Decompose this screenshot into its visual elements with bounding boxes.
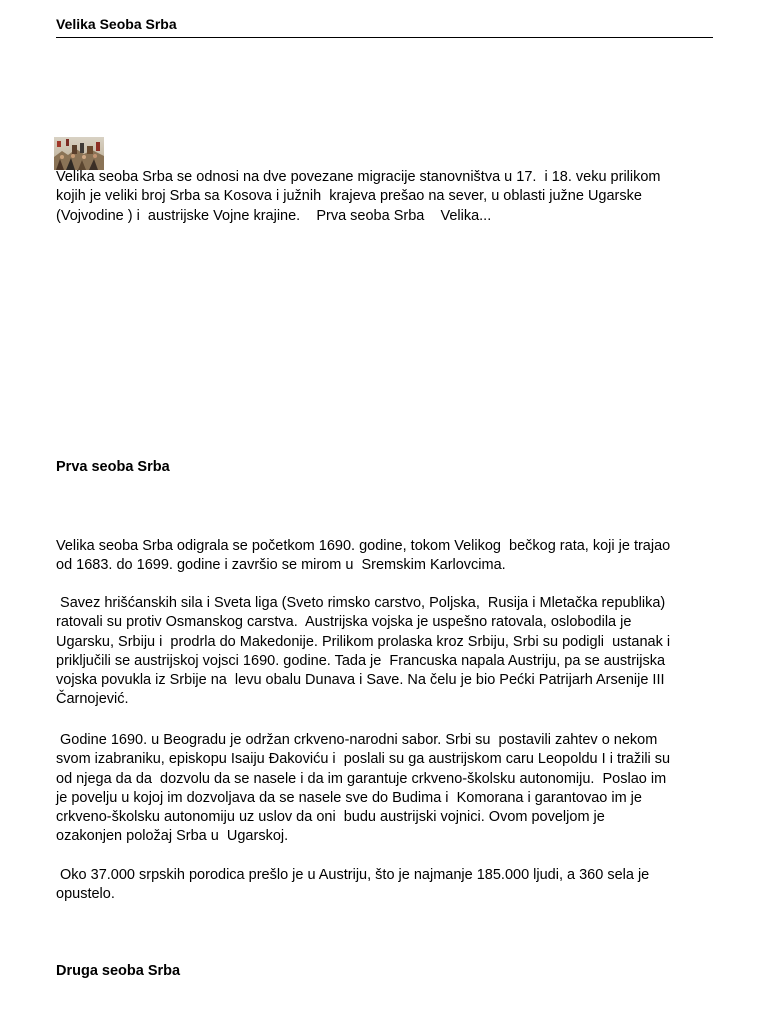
intro-line: kojih je veliki broj Srba sa Kosova i južnih krajeva prešao na sever, u oblasti južne Ugarske	[56, 188, 642, 205]
document-header-title: Velika Seoba Srba	[56, 16, 177, 32]
paragraph-line: Velika seoba Srba odigrala se početkom 1690. godine, tokom Velikog bečkog rata, koji je trajao	[56, 538, 671, 554]
paragraph-line: vojska povukla iz Srbije na levu obalu Dunava i Save. Na čelu je bio Pećki Patrijarh Arsenije III	[56, 672, 665, 689]
paragraph-4	[56, 866, 726, 905]
header-divider	[56, 37, 713, 38]
paragraph-line: Savez hrišćanskih sila i Sveta liga (Sveto rimsko carstvo, Poljska, Rusija i Mletačka republika)	[56, 595, 666, 611]
paragraph-line: priključili se austrijskoj vojsci 1690. godine. Tada je Francuska napala Austriju, pa se austrijska	[56, 652, 666, 669]
paragraph-line: Čarnojević.	[56, 691, 129, 708]
paragraph-line: je povelju u kojoj im dozvoljava da se nasele sve do Budima i Komorana i garantovao im je	[56, 789, 642, 806]
paragraph-line: od njega da da dozvolu da se nasele i da im garantuje crkveno-školsku autonomiju. Poslao im	[56, 770, 667, 787]
paragraph-1	[56, 537, 726, 576]
paragraph-line: opustelo.	[56, 886, 115, 903]
paragraph-line: ozakonjen položaj Srba u Ugarskoj.	[56, 828, 289, 845]
intro-paragraph	[56, 168, 726, 226]
paragraph-2	[56, 594, 726, 710]
paragraph-line: ratovali su protiv Osmanskog carstva. Austrijska vojska je uspešno ratovala, oslobodila je	[56, 614, 632, 631]
painting-thumbnail-icon	[54, 137, 104, 170]
section-heading-druga-seoba: Druga seoba Srba	[56, 963, 181, 979]
paragraph-line: svom izabraniku, episkopu Isaiju Đakoviću i poslali su ga austrijskom caru Leopoldu I i tražili su	[56, 751, 671, 768]
paragraph-line: crkveno-školsku autonomiju uz uslov da oni budu austrijski vojnici. Ovom poveljom je	[56, 809, 605, 826]
paragraph-3	[56, 731, 726, 847]
paragraph-line: Oko 37.000 srpskih porodica prešlo je u Austriju, što je najmanje 185.000 ljudi, a 360 sela je	[56, 867, 650, 883]
paragraph-line: od 1683. do 1699. godine i završio se mirom u Sremskim Karlovcima.	[56, 557, 506, 574]
intro-line: (Vojvodine ) i austrijske Vojne krajine. Prva seoba Srba Velika...	[56, 207, 492, 224]
paragraph-line: Ugarsku, Srbiju i prodrla do Makedonije. Prilikom prolaska kroz Srbiju, Srbi su podigli ustanak i	[56, 633, 671, 650]
intro-line: Velika seoba Srba se odnosi na dve povezane migracije stanovništva u 17. i 18. veku prilikom	[56, 169, 661, 185]
section-heading-prva-seoba: Prva seoba Srba	[56, 459, 170, 475]
paragraph-line: Godine 1690. u Beogradu je održan crkveno-narodni sabor. Srbi su postavili zahtev o nekom	[56, 732, 658, 748]
